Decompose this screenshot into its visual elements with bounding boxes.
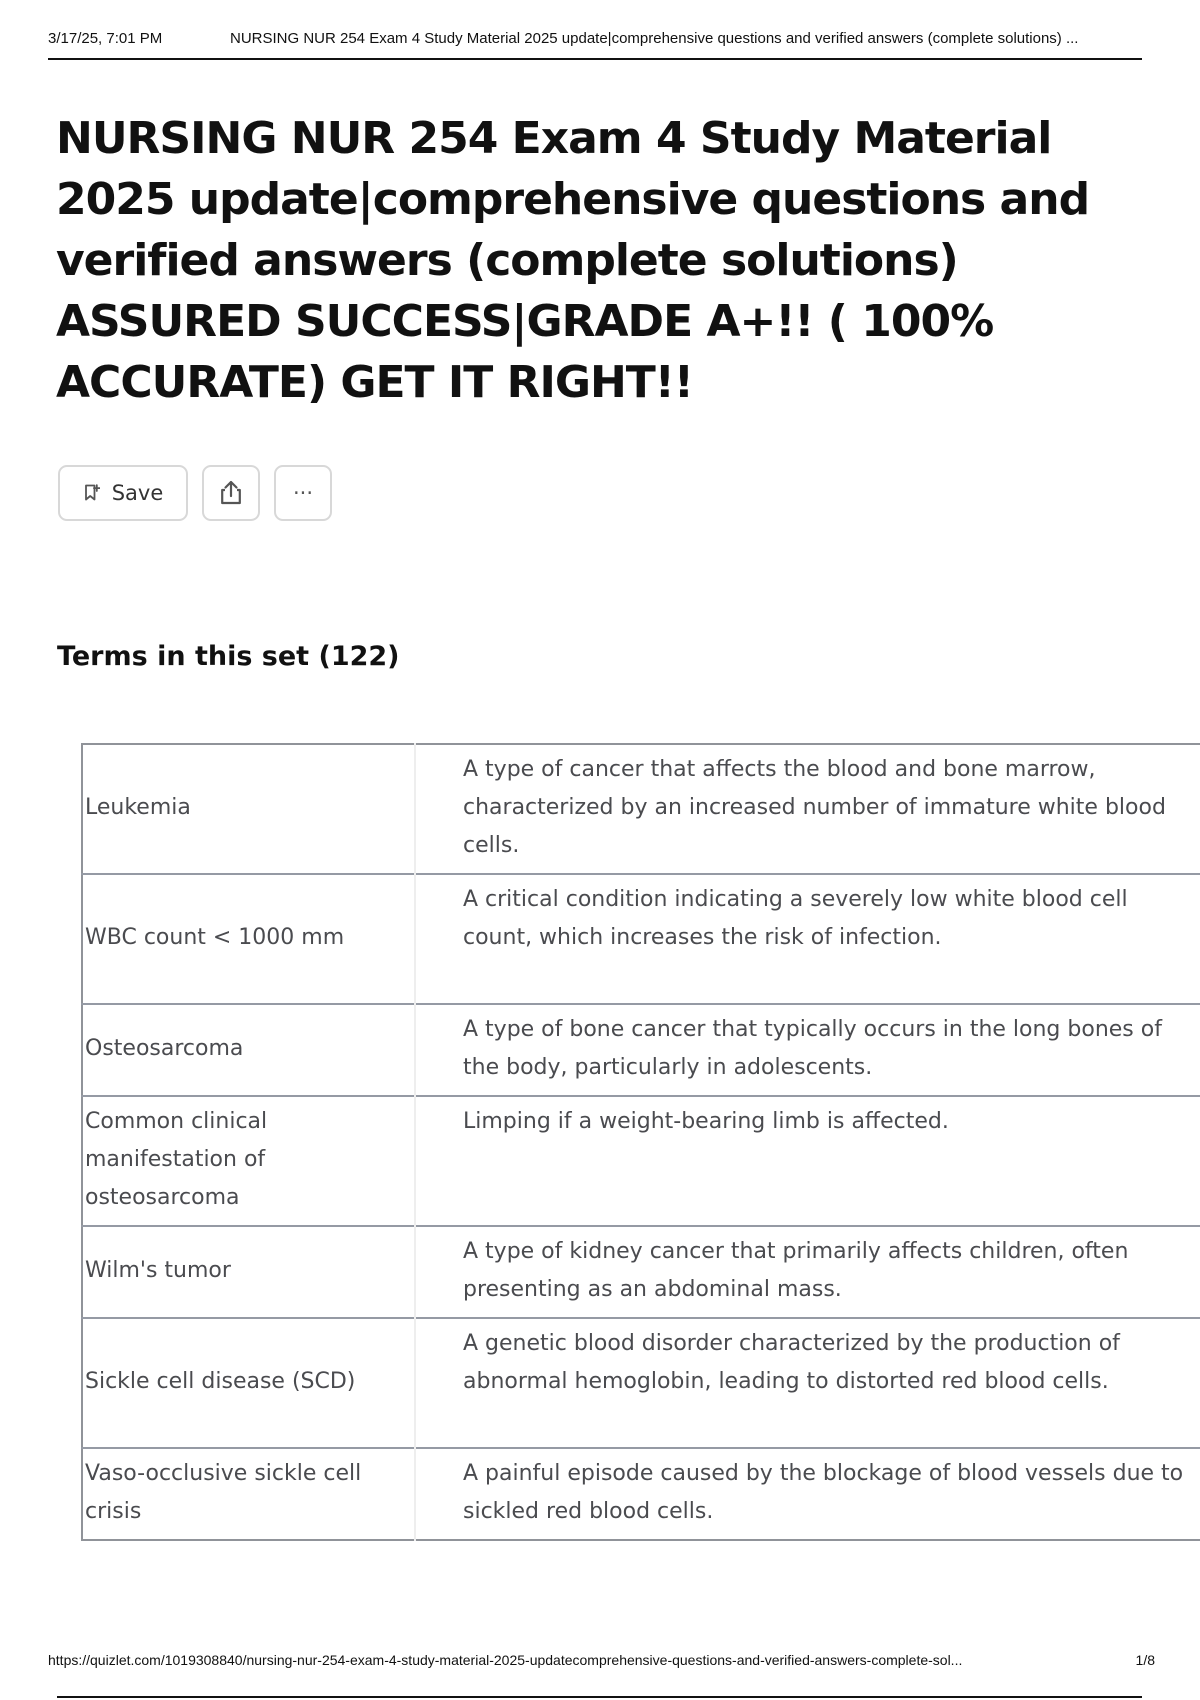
definition-text: A critical condition indicating a severely low white blood cell count, which increases the risk of infection. bbox=[463, 887, 1128, 950]
definition-text: A type of cancer that affects the blood and bone marrow, characterized by an increased number of immature white blood cells. bbox=[463, 757, 1166, 858]
print-date-time: 3/17/25, 7:01 PM bbox=[48, 30, 163, 47]
definition-cell bbox=[415, 1004, 1200, 1096]
page-url: https://quizlet.com/1019308840/nursing-nur-254-exam-4-study-material-2025-updatecomprehensive-questions-and-verified-answers-complete-sol... bbox=[48, 1652, 963, 1668]
definition-text: A painful episode caused by the blockage of blood vessels due to sickled red blood cells. bbox=[463, 1461, 1184, 1524]
term-cell bbox=[82, 1226, 415, 1318]
term-row bbox=[82, 1096, 1200, 1226]
term-row bbox=[82, 1448, 1200, 1540]
definition-cell bbox=[415, 1318, 1200, 1448]
set-actions bbox=[58, 465, 332, 521]
definition-text: A type of bone cancer that typically occurs in the long bones of the body, particularly in adolescents. bbox=[463, 1017, 1162, 1080]
definition-cell bbox=[415, 744, 1200, 874]
term-text: Wilm's tumor bbox=[85, 1258, 231, 1283]
terms-heading: Terms in this set (122) bbox=[57, 641, 400, 672]
term-text: Leukemia bbox=[85, 795, 191, 820]
term-row bbox=[82, 1004, 1200, 1096]
save-label: Save bbox=[111, 481, 164, 505]
term-row bbox=[82, 744, 1200, 874]
terms-table bbox=[81, 743, 1200, 1541]
term-text: WBC count < 1000 mm bbox=[85, 925, 345, 950]
definition-text: Limping if a weight-bearing limb is affected. bbox=[463, 1109, 949, 1134]
page-number: 1/8 bbox=[1135, 1652, 1155, 1668]
print-footer bbox=[48, 1652, 1155, 1668]
share-icon bbox=[217, 478, 245, 508]
term-row bbox=[82, 1226, 1200, 1318]
term-row bbox=[82, 1318, 1200, 1448]
print-document-title: NURSING NUR 254 Exam 4 Study Material 2025 update|comprehensive questions and verified answers (complete solutions) ... bbox=[230, 30, 1079, 47]
definition-cell bbox=[415, 1448, 1200, 1540]
term-cell bbox=[82, 1004, 415, 1096]
more-options-button[interactable] bbox=[274, 465, 332, 521]
definition-cell bbox=[415, 874, 1200, 1004]
term-text: Sickle cell disease (SCD) bbox=[85, 1369, 356, 1394]
save-button[interactable] bbox=[58, 465, 188, 521]
term-text: Common clinical manifestation of osteosarcoma bbox=[85, 1109, 268, 1210]
term-text: Osteosarcoma bbox=[85, 1036, 244, 1061]
definition-cell bbox=[415, 1096, 1200, 1226]
term-cell bbox=[82, 1096, 415, 1226]
bottom-rule bbox=[57, 1696, 1142, 1698]
term-text: Vaso-occlusive sickle cell crisis bbox=[85, 1461, 362, 1524]
term-cell bbox=[82, 1448, 415, 1540]
term-cell bbox=[82, 1318, 415, 1448]
print-header bbox=[48, 30, 1142, 60]
more-icon: ··· bbox=[292, 481, 314, 505]
term-cell bbox=[82, 874, 415, 1004]
page-title: NURSING NUR 254 Exam 4 Study Material 2025 update|comprehensive questions and verified answers (complete solutions) ASSURED SUCCESS|GRADE A+!! ( 100% ACCURATE) GET IT RIGHT!! bbox=[56, 113, 1090, 408]
definition-text: A genetic blood disorder characterized by the production of abnormal hemoglobin, leading to distorted red blood cells. bbox=[463, 1331, 1120, 1394]
bookmark-plus-icon bbox=[83, 483, 100, 503]
term-cell bbox=[82, 744, 415, 874]
share-button[interactable] bbox=[202, 465, 260, 521]
term-row bbox=[82, 874, 1200, 1004]
definition-text: A type of kidney cancer that primarily affects children, often presenting as an abdominal mass. bbox=[463, 1239, 1129, 1302]
definition-cell bbox=[415, 1226, 1200, 1318]
